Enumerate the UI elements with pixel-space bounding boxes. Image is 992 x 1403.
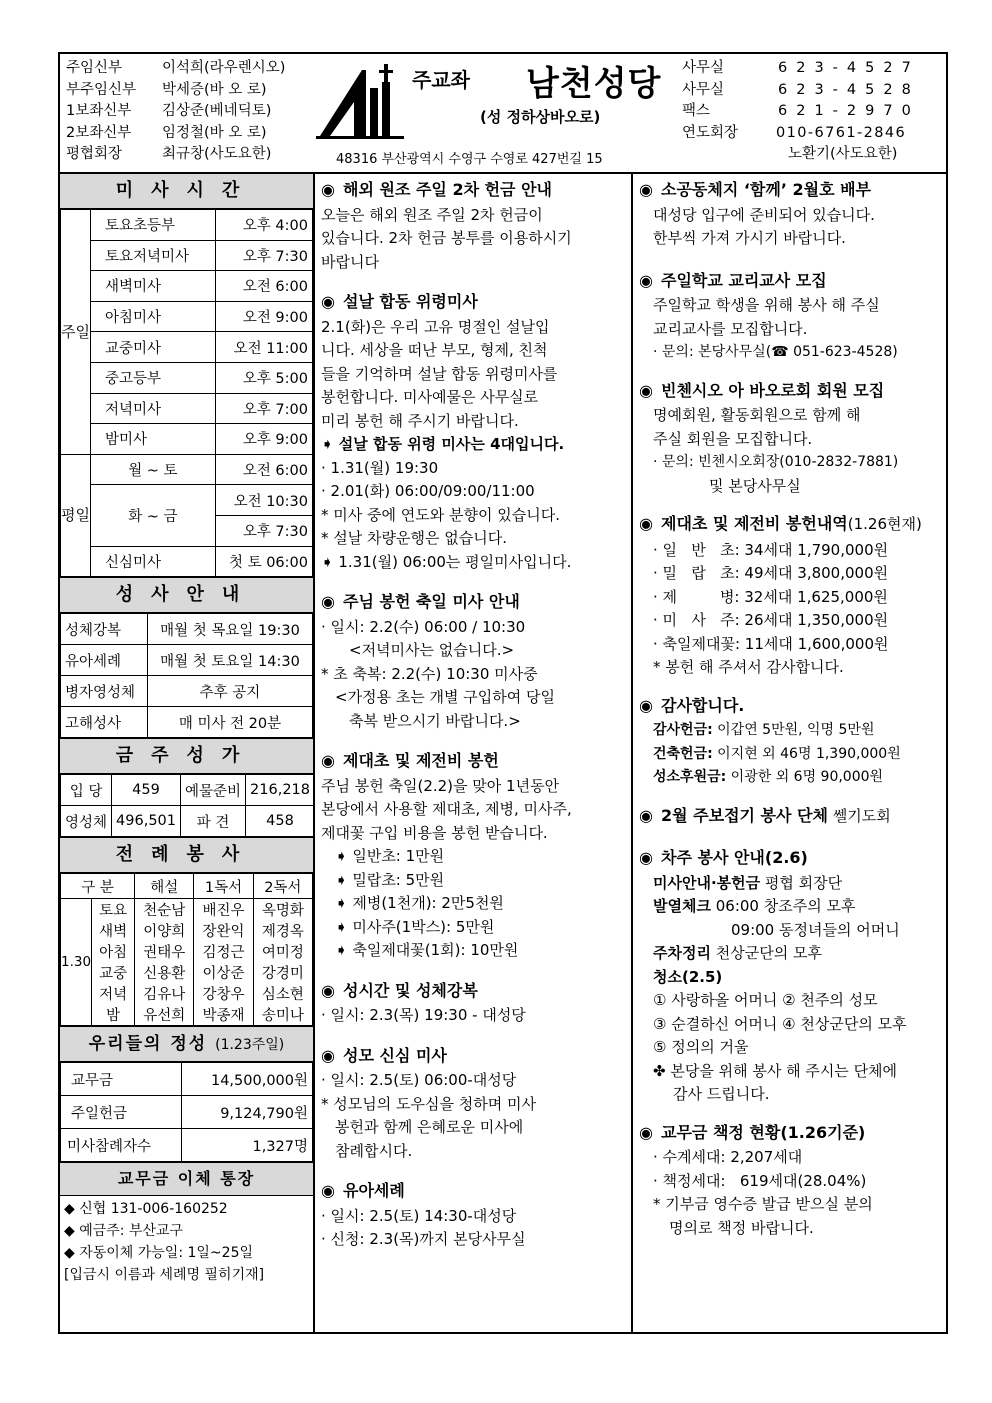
staff-name: 이석희(라우렌시오)	[162, 60, 286, 76]
notice-title: ◉ 성모 신심 미사	[321, 1044, 625, 1068]
notice-line: * 성모님의 도우심을 청하며 미사	[321, 1094, 536, 1113]
liturgy-commentator: 유선희	[135, 1004, 194, 1026]
notice-vincent-recruit	[633, 379, 946, 499]
mass-name: 새벽미사	[90, 271, 215, 302]
notice-line: 본당에서 사용할 제대초, 제병, 미사주,	[321, 800, 572, 818]
notice-line: 참례합시다.	[335, 1141, 413, 1160]
notice-altar-offerings-report	[633, 512, 946, 680]
bullet-icon: ◉	[639, 848, 653, 867]
notice-title: ◉ 차주 봉사 안내(2.6)	[639, 846, 940, 870]
header	[60, 54, 946, 174]
hymns-table	[60, 774, 315, 837]
sunday-label: 주일	[61, 210, 91, 455]
notice-line: 명예회원, 활동회원으로 함께 해	[653, 406, 861, 424]
thanks-line: 건축헌금: 이지현 외 46명 1,390,000원	[653, 745, 901, 762]
notice-line: · 1.31(월) 19:30	[321, 458, 439, 477]
account-info	[60, 1196, 313, 1288]
bullet-icon: ◉	[639, 180, 653, 199]
sacrament-name: 병자영성체	[61, 676, 148, 707]
notice-line: 대성당 입구에 준비되어 있습니다.	[653, 205, 875, 224]
liturgy-reader2: 옥명화	[253, 899, 312, 921]
hymn-number: 216,218	[246, 775, 315, 806]
notice-line: · 일 반 초: 34세대 1,790,000원	[653, 540, 889, 559]
hymn-label: 입 당	[61, 775, 112, 806]
bullet-icon: ◉	[321, 592, 335, 611]
notice-line: * 미사 중에 연도와 분향이 있습니다.	[321, 505, 560, 524]
sacrament-name: 성체강복	[61, 614, 148, 645]
contact-number: 010-6761-2846	[776, 124, 907, 141]
contact-number: 623-4527	[778, 60, 920, 76]
liturgy-mass: 저녁	[92, 983, 135, 1004]
bullet-icon: ◉	[321, 180, 335, 199]
mass-times-heading: 미사시간	[60, 174, 313, 209]
notice-line: · 문의: 본당사무실(☎ 051-623-4528)	[653, 344, 898, 360]
notice-title: ◉ 설날 합동 위령미사	[321, 290, 625, 314]
mass-name: 중고등부	[90, 362, 215, 393]
hymn-number: 459	[112, 775, 181, 806]
bullet-icon: ◉	[639, 514, 653, 533]
notice-line: 2.1(화)은 우리 고유 명절인 설날입	[321, 317, 550, 336]
liturgy-reader2: 심소현	[253, 983, 312, 1004]
middle-column	[315, 174, 633, 1334]
bullet-icon: ◉	[639, 1122, 653, 1142]
hymns-heading: 금주성가	[60, 738, 313, 774]
notice-line: 교리교사를 모집합니다.	[653, 319, 808, 338]
offering-name: 주일헌금	[61, 1096, 182, 1129]
hymn-label: 파 견	[181, 806, 246, 837]
liturgy-commentator: 천순남	[135, 899, 194, 921]
mass-name: 토요초등부	[90, 210, 215, 241]
hymn-number: 496,501	[112, 806, 181, 837]
mass-name: 토요저녁미사	[90, 240, 215, 271]
notice-line: · 신청: 2.3(목)까지 본당사무실	[321, 1230, 526, 1248]
liturgy-table	[60, 873, 313, 1026]
notice-bulletin-folding	[633, 804, 946, 829]
liturgy-col-header: 구 분	[61, 874, 135, 899]
contact-label: 팩스	[682, 103, 711, 119]
staff-list	[66, 58, 285, 166]
service-line: 감사 드립니다.	[673, 1085, 770, 1103]
notice-line: ➧ 미사주(1박스): 5만원	[335, 917, 495, 936]
notice-line: 명의로 책정 바랍니다.	[669, 1218, 814, 1237]
notice-line: 들을 기억하며 설날 합동 위령미사를	[321, 364, 558, 383]
bullet-icon: ◉	[639, 695, 653, 715]
notice-title: ◉ 성시간 및 성체강복	[321, 979, 625, 1003]
mass-time: 오전 6:00	[215, 271, 312, 302]
notice-line: · 제 병: 32세대 1,625,000원	[653, 587, 888, 606]
hymn-number: 458	[246, 806, 315, 837]
sacrament-value: 매월 첫 목요일 19:30	[148, 614, 313, 645]
service-line: ⑤ 정의의 거울	[653, 1038, 749, 1056]
liturgy-reader2: 송미나	[253, 1004, 312, 1026]
liturgy-reader2: 여미정	[253, 941, 312, 962]
notice-new-year-memorial	[315, 290, 631, 574]
mass-name: 아침미사	[90, 301, 215, 332]
bullet-icon: ◉	[321, 980, 335, 1000]
offering-name: 미사참례자수	[61, 1129, 182, 1162]
bulletin-page	[58, 52, 948, 1334]
notice-infant-baptism	[315, 1179, 631, 1252]
notice-tithe-status	[633, 1121, 946, 1241]
offering-name: 교무금	[61, 1063, 182, 1096]
service-line: 주차정리 천상군단의 모후	[653, 944, 822, 962]
address: 48316 부산광역시 수영구 수영로 427번길 15	[336, 152, 603, 167]
mass-name: 교중미사	[90, 332, 215, 363]
liturgy-mass: 밤	[92, 1004, 135, 1026]
service-line: 청소(2.5)	[653, 967, 723, 986]
hymn-label: 영성체	[61, 806, 112, 837]
bullet-icon: ◉	[321, 292, 335, 311]
bullet-icon: ◉	[321, 1181, 335, 1200]
church-name: 남천성당	[526, 64, 662, 104]
staff-role: 1보좌신부	[66, 103, 132, 119]
notice-title: ◉ 교무금 책정 현황(1.26기준)	[639, 1121, 940, 1145]
mass-name: 저녁미사	[90, 393, 215, 424]
notice-line: 및 본당사무실	[709, 476, 801, 495]
liturgy-mass: 새벽	[92, 920, 135, 941]
liturgy-col-header: 1독서	[194, 874, 253, 899]
notice-title: ◉ 해외 원조 주일 2차 헌금 안내	[321, 178, 625, 202]
liturgy-commentator: 권태우	[135, 941, 194, 962]
contact-label: 사무실	[682, 60, 725, 76]
sacrament-name: 유아세례	[61, 645, 148, 676]
sacrament-name: 고해성사	[61, 707, 148, 738]
mass-time: 오후 9:00	[215, 424, 312, 455]
notice-line: · 미 사 주: 26세대 1,350,000원	[653, 611, 889, 629]
liturgy-heading: 전례봉사	[60, 837, 313, 873]
mass-time: 오후 7:30	[215, 515, 312, 546]
notice-line: · 문의: 빈첸시오회장(010-2832-7881)	[653, 454, 899, 470]
notice-line: ➧ 설날 합동 위령 미사는 4대입니다.	[321, 435, 565, 453]
mass-time: 오후 7:00	[215, 393, 312, 424]
title-prefix: 주교좌	[412, 68, 470, 92]
notice-line: · 수계세대: 2,207세대	[653, 1148, 803, 1166]
contact-list	[682, 58, 920, 166]
notice-title: ◉ 2월 주보접기 봉사 단체 쎌기도회	[639, 804, 940, 829]
mass-time: 오전 6:00	[215, 454, 312, 485]
thanks-line: 감사헌금: 이갑연 5만원, 익명 5만원	[653, 722, 875, 738]
mass-name: 신심미사	[90, 546, 215, 577]
cathedral-logo-icon	[316, 62, 404, 140]
mass-time: 오전 11:00	[215, 332, 312, 363]
sacrament-value: 매 미사 전 20분	[148, 707, 313, 738]
liturgy-col-header: 2독서	[253, 874, 312, 899]
mass-time: 첫 토 06:00	[215, 546, 312, 577]
regional-president: 노환기(사도요한)	[788, 146, 898, 162]
liturgy-commentator: 김유나	[135, 983, 194, 1004]
mass-time: 오전 10:30	[215, 485, 312, 516]
notice-title: ◉ 감사합니다.	[639, 694, 940, 718]
liturgy-reader2: 제경옥	[253, 920, 312, 941]
contact-number: 621-2970	[778, 103, 920, 119]
notice-title: ◉ 유아세례	[321, 1179, 625, 1203]
contact-label: 사무실	[682, 81, 725, 98]
offerings-heading: 우리들의 정성 (1.23주일)	[60, 1026, 313, 1062]
weekday-label: 평일	[61, 454, 91, 576]
notice-thanks	[633, 694, 946, 790]
staff-role: 평협회장	[66, 146, 123, 162]
notice-line: · 일시: 2.5(토) 14:30-대성당	[321, 1206, 517, 1225]
notice-title: ◉ 제대초 및 제전비 봉헌내역(1.26현재)	[639, 512, 940, 537]
sacrament-value: 추후 공지	[148, 676, 313, 707]
service-line: ③ 순결하신 어머니 ④ 천상군단의 모후	[653, 1014, 907, 1033]
notice-line: 봉헌합니다. 미사예물은 사무실로	[321, 388, 539, 406]
notice-presentation-feast	[315, 590, 631, 733]
thanks-line: 성소후원금: 이광한 외 6명 90,000원	[653, 769, 884, 785]
staff-name: 최규창(사도요한)	[162, 146, 272, 162]
mass-name: 밤미사	[90, 424, 215, 455]
notice-marian-mass	[315, 1044, 631, 1164]
mass-name: 월 ~ 토	[90, 454, 215, 485]
notice-line: 한부씩 가져 가시기 바랍니다.	[653, 229, 846, 247]
notice-line: · 2.01(화) 06:00/09:00/11:00	[321, 482, 535, 500]
service-line: 미사안내·봉헌금 평협 회장단	[653, 873, 843, 892]
service-line: ① 사랑하올 어머니 ② 천주의 성모	[653, 991, 878, 1009]
liturgy-mass: 토요	[92, 899, 135, 921]
bullet-icon: ◉	[639, 380, 653, 400]
account-line: ◆ 신협 131-006-160252	[64, 1201, 228, 1218]
notice-line: · 일시: 2.2(수) 06:00 / 10:30	[321, 617, 526, 636]
offering-value: 1,327명	[182, 1129, 313, 1162]
liturgy-reader1: 장완익	[194, 920, 253, 941]
liturgy-reader1: 배진우	[194, 899, 253, 921]
sacraments-heading: 성사안내	[60, 577, 313, 613]
staff-name: 박세증(바 오 로)	[162, 81, 267, 98]
notice-line: 있습니다. 2차 헌금 봉투를 이용하시기	[321, 229, 572, 247]
liturgy-reader1: 이상준	[194, 962, 253, 983]
notice-line: 주일학교 학생을 위해 봉사 해 주실	[653, 296, 880, 314]
notice-catechist-recruit	[633, 269, 946, 365]
notice-title: ◉ 소공동체지 ‘함께’ 2월호 배부	[639, 178, 940, 202]
offering-value: 9,124,790원	[182, 1096, 313, 1129]
liturgy-mass: 교중	[92, 962, 135, 983]
bullet-icon: ◉	[639, 805, 653, 825]
staff-role: 주임신부	[66, 60, 123, 76]
left-column	[60, 174, 315, 1334]
liturgy-mass: 아침	[92, 941, 135, 962]
notice-line: * 기부금 영수증 발급 받으실 분의	[653, 1195, 873, 1213]
notice-line: 미리 봉헌 해 주시기 바랍니다.	[321, 411, 519, 430]
notice-line: * 설날 차량운행은 없습니다.	[321, 529, 507, 547]
notice-line: · 일시: 2.5(토) 06:00-대성당	[321, 1071, 517, 1089]
contact-number: 623-4528	[778, 81, 920, 98]
account-heading: 교무금 이체 통장	[60, 1162, 313, 1196]
notice-line: ➧ 1.31(월) 06:00는 평일미사입니다.	[321, 552, 572, 571]
sacrament-value: 매월 첫 토요일 14:30	[148, 645, 313, 676]
notice-line: 오늘은 해외 원조 주일 2차 헌금이	[321, 205, 543, 224]
notice-next-week-service	[633, 846, 946, 1107]
notice-line: 축복 받으시기 바랍니다.>	[349, 711, 521, 730]
notice-line: 주실 회원을 모집합니다.	[653, 429, 813, 448]
notice-altar-candles	[315, 749, 631, 963]
staff-role: 2보좌신부	[66, 124, 132, 141]
notice-line: 주님 봉헌 축일(2.2)을 맞아 1년동안	[321, 776, 560, 795]
contact-label: 연도회장	[682, 124, 739, 141]
offering-value: 14,500,000원	[182, 1063, 313, 1096]
notice-line: <저녁미사는 없습니다.>	[349, 641, 515, 659]
bullet-icon: ◉	[639, 270, 653, 290]
notice-line: 봉헌과 함께 은혜로운 미사에	[335, 1118, 524, 1136]
notice-line: <가정용 초는 개별 구입하여 당일	[335, 688, 556, 706]
bullet-icon: ◉	[321, 751, 335, 770]
liturgy-col-header: 해설	[135, 874, 194, 899]
service-line: ✤ 본당을 위해 봉사 해 주시는 단체에	[653, 1061, 898, 1080]
sacraments-table	[60, 613, 313, 738]
notice-line: · 책정세대: 619세대(28.04%)	[653, 1171, 867, 1190]
notice-overseas-aid	[315, 178, 631, 274]
account-line: ◆ 예금주: 부산교구	[64, 1223, 184, 1240]
liturgy-date: 1.30	[61, 899, 92, 1026]
church-patron: (성 정하상바오로)	[480, 108, 601, 126]
notice-line: · 밀 랍 초: 49세대 3,800,000원	[653, 564, 889, 582]
notice-line: 바랍니다	[321, 252, 379, 271]
mass-time: 오후 7:30	[215, 240, 312, 271]
notice-line: ➧ 축일제대꽃(1회): 10만원	[335, 941, 519, 959]
liturgy-commentator: 신용환	[135, 962, 194, 983]
account-line: [입금시 이름과 세례명 필히기재]	[64, 1267, 265, 1284]
notice-line: ➧ 제병(1천개): 2만5천원	[335, 894, 504, 912]
liturgy-reader2: 강경미	[253, 962, 312, 983]
mass-time: 오후 5:00	[215, 362, 312, 393]
liturgy-reader1: 김정근	[194, 941, 253, 962]
mass-time: 오전 9:00	[215, 301, 312, 332]
mass-times-table	[60, 209, 313, 577]
notice-line: * 초 축복: 2.2(수) 10:30 미사중	[321, 664, 538, 683]
staff-name: 임정철(바 오 로)	[162, 124, 267, 141]
notice-title: ◉ 빈첸시오 아 바오로회 회원 모집	[639, 379, 940, 403]
notice-holy-hour	[315, 979, 631, 1028]
account-line: ◆ 자동이체 가능일: 1일~25일	[64, 1245, 254, 1262]
mass-time: 오후 4:00	[215, 210, 312, 241]
notice-title: ◉ 주님 봉헌 축일 미사 안내	[321, 590, 625, 614]
bullet-icon: ◉	[321, 1045, 335, 1065]
hymn-label: 예물준비	[181, 775, 246, 806]
offerings-table	[60, 1062, 313, 1162]
staff-name: 김상준(베네딕토)	[162, 103, 272, 119]
notice-line: ➧ 밀랍초: 5만원	[335, 870, 445, 889]
service-line: 09:00 동정녀들의 어머니	[731, 920, 900, 939]
notice-community-magazine	[633, 178, 946, 251]
service-line: 발열체크 06:00 창조주의 모후	[653, 897, 856, 915]
notice-line: ➧ 일반초: 1만원	[335, 847, 445, 865]
notice-line: · 축일제대꽃: 11세대 1,600,000원	[653, 634, 889, 653]
notice-line: 제대꽃 구입 비용을 봉헌 받습니다.	[321, 823, 548, 842]
liturgy-commentator: 이양희	[135, 920, 194, 941]
staff-role: 부주임신부	[66, 81, 137, 98]
notice-title: ◉ 제대초 및 제전비 봉헌	[321, 749, 625, 773]
mass-name: 화 ~ 금	[90, 485, 215, 546]
notice-line: 니다. 세상을 떠난 부모, 형제, 친척	[321, 341, 548, 359]
liturgy-reader1: 강창우	[194, 983, 253, 1004]
notice-title: ◉ 주일학교 교리교사 모집	[639, 269, 940, 293]
liturgy-reader1: 박종재	[194, 1004, 253, 1026]
notice-line: · 일시: 2.3(목) 19:30 - 대성당	[321, 1006, 526, 1024]
right-column	[633, 174, 946, 1334]
notice-line: * 봉헌 해 주셔서 감사합니다.	[653, 658, 844, 676]
